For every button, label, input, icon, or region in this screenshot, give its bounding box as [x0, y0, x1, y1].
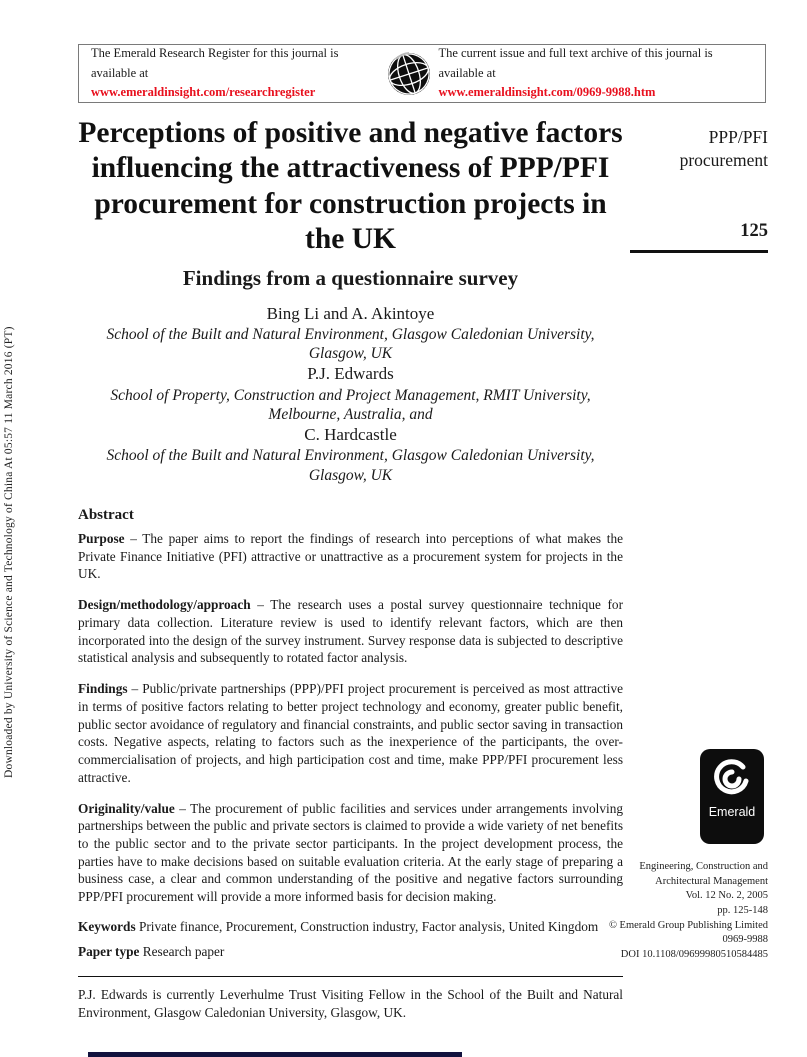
abstract-purpose — [78, 530, 623, 583]
journal-imprint — [593, 860, 768, 963]
research-register-text: The Emerald Research Register for this journal is available at — [91, 46, 339, 80]
current-issue-note — [438, 44, 753, 102]
author-name: Bing Li and A. Akintoye — [266, 303, 435, 323]
imprint-doi: DOI 10.1108/09699980510584485 — [620, 949, 768, 961]
current-issue-text: The current issue and full text archive of this journal is available at — [438, 46, 713, 80]
abstract-design — [78, 596, 623, 667]
imprint-journal-name-1: Engineering, Construction and — [639, 861, 768, 872]
imprint-issn: 0969-9988 — [722, 934, 768, 946]
footnote-divider — [78, 976, 623, 977]
author-affiliation: School of Property, Construction and Project Management, RMIT University, Melbourne, Australia, and — [110, 386, 591, 423]
author-block — [78, 303, 623, 486]
section-text: – The research uses a postal survey questionnaire technique for primary data collection. Literature review is used to identify relevant factors, which are then incorporated into the design of the survey instrument. Survey response data is subjected to descriptive statistical analysis and subsequently to rotated factor analysis. — [78, 597, 623, 666]
section-label: Design/methodology/approach — [78, 597, 251, 613]
section-label: Originality/value — [78, 800, 175, 816]
research-register-note — [91, 44, 380, 102]
keywords-line — [78, 919, 623, 935]
article-subtitle: Findings from a questionnaire survey — [182, 265, 519, 290]
running-head — [618, 126, 768, 172]
keywords-label: Keywords — [78, 919, 136, 935]
emerald-spiral-icon — [711, 758, 753, 800]
imprint-copyright: © Emerald Group Publishing Limited — [608, 919, 768, 931]
paper-type-value: Research paper — [139, 944, 225, 960]
availability-header-box — [78, 44, 766, 103]
emerald-logo — [700, 749, 764, 844]
article-title: Perceptions of positive and negative factors influencing the attractiveness of PPP/PFI procurement for construction projects in the UK — [78, 117, 623, 256]
footnote-text: P.J. Edwards is currently Leverhulme Trust Visiting Fellow in the School of the Built and Natural Environment, Glasgow Caledonian University, Glasgow, UK. — [78, 987, 623, 1020]
abstract-findings — [78, 680, 623, 786]
page-number: 125 — [740, 221, 768, 241]
author-affiliation: School of the Built and Natural Environment, Glasgow Caledonian University, Glasgow, UK — [106, 325, 595, 363]
current-issue-link[interactable]: www.emeraldinsight.com/0969-9988.htm — [438, 85, 656, 100]
running-head-line1: PPP/PFI — [708, 127, 768, 147]
author-name: P.J. Edwards — [307, 364, 394, 384]
paper-type-label: Paper type — [78, 944, 140, 960]
section-text: – The paper aims to report the findings of research into perceptions of what makes the Private Finance Initiative (PFI) attractive or unattractive as a procurement system for projects in the UK. — [78, 531, 623, 582]
imprint-pages: pp. 125-148 — [717, 905, 768, 917]
research-register-link[interactable]: www.emeraldinsight.com/researchregister — [91, 85, 316, 100]
emerald-logo-label: Emerald — [708, 805, 756, 819]
paper-type-line — [78, 944, 623, 960]
sidebar-rule — [630, 250, 768, 253]
section-label: Purpose — [78, 531, 125, 547]
globe-icon — [386, 51, 432, 97]
abstract-heading: Abstract — [78, 507, 134, 524]
imprint-volume: Vol. 12 No. 2, 2005 — [685, 890, 768, 902]
article-body — [78, 116, 623, 1035]
author-affiliation: School of the Built and Natural Environment, Glasgow Caledonian University, Glasgow, UK — [106, 447, 595, 484]
next-page-edge — [88, 1052, 462, 1057]
keywords-value: Private finance, Procurement, Construction industry, Factor analysis, United Kingdom — [135, 919, 599, 935]
abstract-originality — [78, 800, 623, 906]
running-head-line2: procurement — [679, 149, 768, 170]
section-text: – The procurement of public facilities and services under arrangements involving partnerships between the public and private sectors is claimed to provide a wide variety of net benefits to the public sector and to the private sector participants. In the project development process, the parties have to make decisions based on suitable evaluation criteria. At the early stage of preparing a business case, a clear and common understanding of the positive and negative factors surrounding PPP/PFI procurement will provide a more informed basis for decision making. — [78, 800, 623, 905]
author-name: C. Hardcastle — [304, 425, 397, 445]
imprint-journal-name-2: Architectural Management — [655, 875, 768, 887]
download-watermark: Downloaded by University of Science and Technology of China At 05:57 11 March 2016 (PT) — [3, 326, 15, 778]
section-label: Findings — [78, 681, 128, 697]
section-text: – Public/private partnerships (PPP)/PFI project procurement is perceived as most attractive in terms of positive factors relating to better project technology and economy, greater public benefit, public sector avoidance of regulatory and financial constraints, and public sector saving in transaction costs. Negative aspects, relating to factors such as the inexperience of the participants, the over-commercialisation of projects, and high participation cost and time, make PPP/PFI procurement less attractive. — [78, 681, 623, 785]
